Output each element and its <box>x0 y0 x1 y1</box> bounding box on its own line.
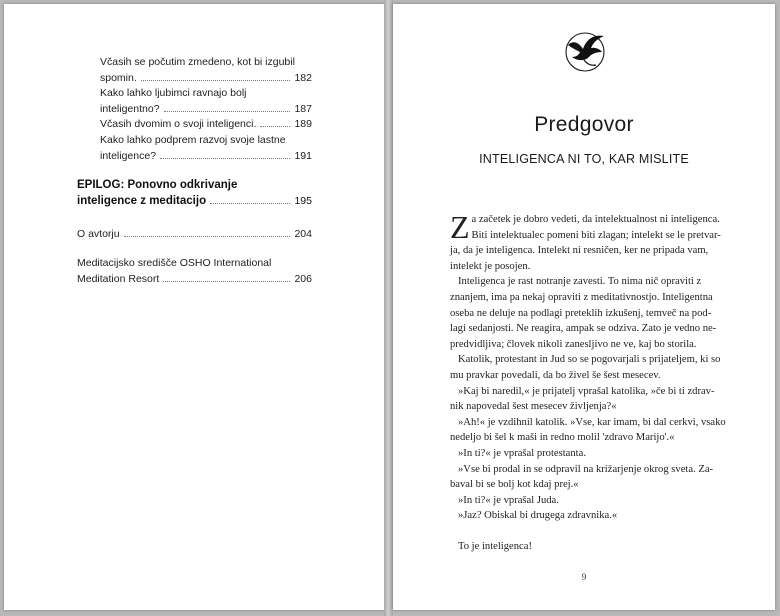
book-gutter <box>384 0 393 616</box>
paragraph: »Kaj bi naredil,« je prijatelj vprašal katolika, »če bi ti zdrav- nik napovedal šest mesecev življenja?« <box>450 385 715 413</box>
chapter-body <box>450 209 763 555</box>
paragraph: »Jaz? Obiskal bi drugega zdravnika.« <box>458 510 618 522</box>
toc-page-number: 206 <box>294 272 312 285</box>
table-of-contents <box>0 0 380 606</box>
paragraph: Katolik, protestant in Jud so se pogovarjali s prijateljem, ki so mu pravkar povedali, da bo živel še šest mesecev. <box>450 354 721 381</box>
toc-page-number: 195 <box>294 195 312 207</box>
paragraph: »Ah!« je vzdihnil katolik. »Vse, kar imam, bi dal cerkvi, vsako nedeljo bi šel k maši in redno molil 'zdravo Marijo'.« <box>450 416 726 444</box>
osho-swan-logo-icon <box>560 28 610 74</box>
toc-entry-author[interactable] <box>77 227 312 243</box>
toc-entry-text: Meditacijsko središče OSHO International <box>77 257 272 269</box>
paragraph: Z a začetek je dobro vedeti, da intelektualnost ni inteligenca. Biti intelektualec pomeni biti zlagan; intelekt se le pretvar- ja, da je inteligenca. Intelekt ni resničen, ker ne pripada vam, intelekt je posojen. <box>450 209 721 272</box>
paragraph: To je inteligenca! <box>458 541 532 553</box>
toc-entry-text: inteligence z meditacijo <box>77 195 207 207</box>
toc-page-number: 189 <box>294 118 312 130</box>
toc-entry-text: Kako lahko ljubimci ravnajo bolj <box>100 87 247 99</box>
toc-entry-text: inteligentno? <box>100 102 160 115</box>
toc-page-number: 187 <box>294 102 312 115</box>
toc-entry[interactable] <box>100 117 312 133</box>
toc-entry-resort[interactable] <box>77 256 312 287</box>
paragraph: Inteligenca je rast notranje zavesti. To nima nič opraviti z znanjem, ima pa nekaj opraviti z meditativnostjo. Inteligentna oseba ne deluje na podlagi preteklih izkušenj, temveč na pod- lagi sedanjosti. Ne reagira, ampak se odziva. Zato je vedno ne- predvidljiva; človek nikoli zanesljivo ne ve, kaj bo storila. <box>450 276 717 350</box>
toc-entry-text: Meditation Resort <box>77 272 160 285</box>
chapter-subtitle: INTELIGENCA NI TO, KAR MISLITE <box>479 152 689 166</box>
toc-page-number: 182 <box>294 71 312 84</box>
drop-cap: Z <box>450 209 470 245</box>
toc-entry-text: spomin. <box>100 71 137 84</box>
paragraph: »In ti?« je vprašal protestanta. <box>458 447 586 459</box>
toc-entry-text: Včasih dvomim o svoji inteligenci. <box>100 118 257 130</box>
toc-entry[interactable] <box>100 133 312 164</box>
toc-entry[interactable] <box>100 86 312 117</box>
toc-entry-text: inteligence? <box>100 149 157 162</box>
toc-page-number: 204 <box>294 228 312 240</box>
paragraph: »In ti?« je vprašal Juda. <box>458 494 559 506</box>
toc-entry[interactable] <box>100 55 312 86</box>
paragraph: »Vse bi prodal in se odpravil na križarjenje okrog sveta. Za- baval bi se bolj kot kdaj prej.« <box>450 463 714 491</box>
toc-entry-text: O avtorju <box>77 228 120 240</box>
chapter-title: Predgovor <box>534 113 634 136</box>
toc-entry-text: Včasih se počutim zmedeno, kot bi izgubil <box>100 56 295 68</box>
toc-entry-text: EPILOG: Ponovno odkrivanje <box>77 179 238 191</box>
toc-page-number: 191 <box>294 149 312 162</box>
page-number: 9 <box>581 572 587 582</box>
toc-entry-text: Kako lahko podprem razvoj svoje lastne <box>100 134 286 146</box>
toc-entry-epilog[interactable] <box>77 177 312 209</box>
